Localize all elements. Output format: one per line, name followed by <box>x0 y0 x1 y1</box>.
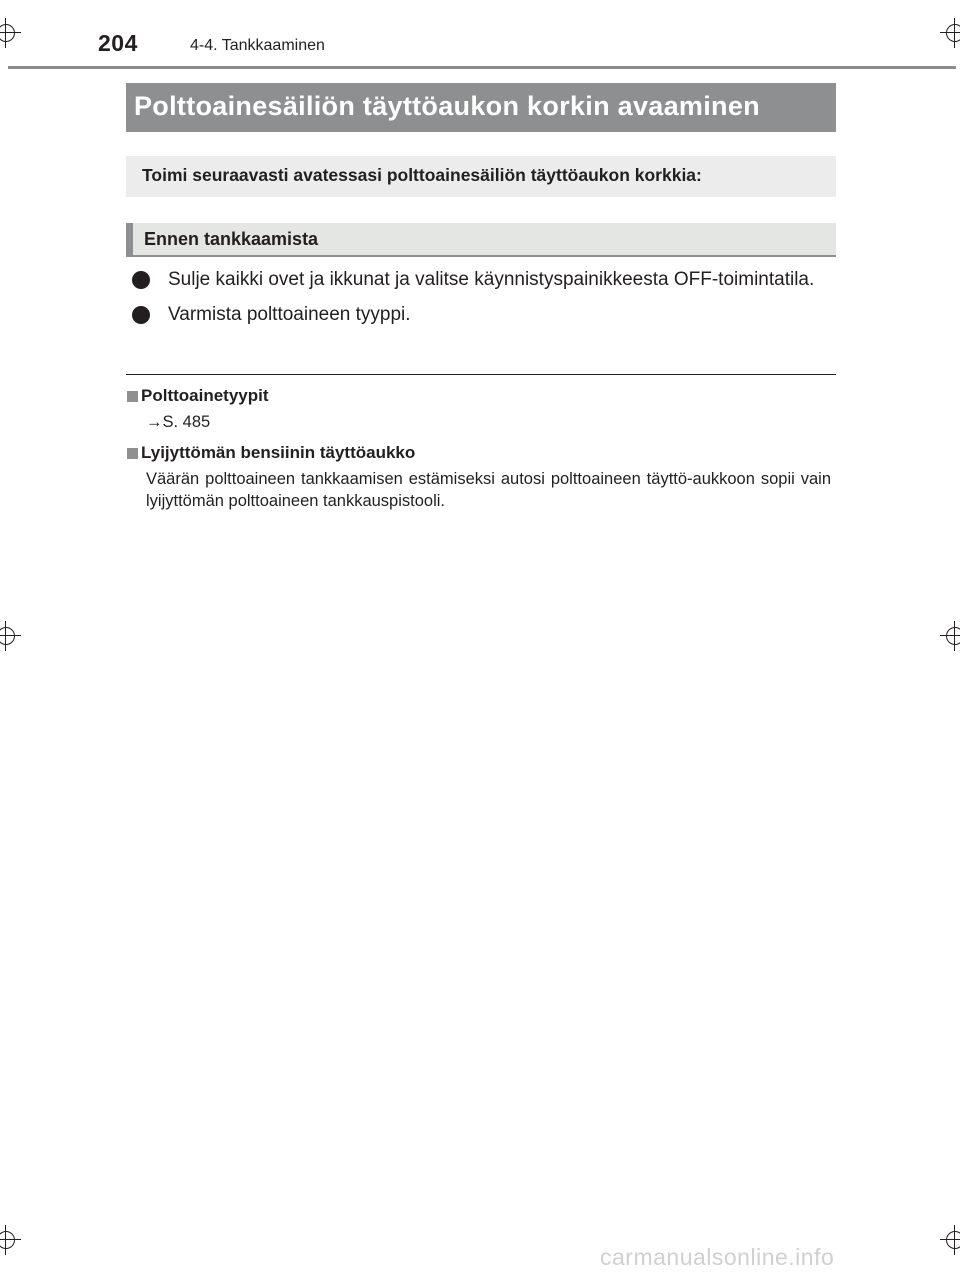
watermark: carmanualsonline.info <box>600 1244 835 1270</box>
note-body: Väärän polttoaineen tankkaamisen estämiseksi autosi polttoaineen täyttö-aukkoon sopii vain lyijyttömän polttoaineen tankkauspistooli. <box>146 470 831 510</box>
list-item-text: Varmista polttoaineen tyyppi. <box>168 304 411 325</box>
header-divider <box>8 66 956 69</box>
section-subheading: Ennen tankkaamista <box>126 223 836 257</box>
note-filler-opening <box>126 442 831 512</box>
list-item <box>130 265 830 295</box>
section-reference: 4-4. Tankkaaminen <box>190 37 325 54</box>
note-heading: Lyijyttömän bensiinin täyttöaukko <box>126 442 831 464</box>
bullet-dot-icon <box>132 306 150 324</box>
registration-mark-icon <box>940 621 960 651</box>
notes-divider <box>126 374 836 375</box>
page-title: Polttoainesäiliön täyttöaukon korkin avaaminen <box>126 83 836 132</box>
intro-box: Toimi seuraavasti avatessasi polttoainesäiliön täyttöaukon korkkia: <box>126 156 836 197</box>
registration-mark-icon <box>0 18 21 48</box>
registration-mark-icon <box>0 621 21 651</box>
registration-mark-icon <box>940 18 960 48</box>
note-fuel-types <box>126 385 831 433</box>
list-item <box>130 300 830 330</box>
page-number: 204 <box>98 30 138 56</box>
bullet-dot-icon <box>132 271 150 289</box>
square-bullet-icon <box>127 448 138 459</box>
registration-mark-icon <box>940 1225 960 1255</box>
list-item-text: Sulje kaikki ovet ja ikkunat ja valitse käynnistyspainikkeesta OFF-toimintatila. <box>168 269 815 290</box>
note-body: →S. 485 <box>146 413 211 431</box>
note-heading: Polttoainetyypit <box>126 385 831 407</box>
registration-mark-icon <box>0 1225 21 1255</box>
square-bullet-icon <box>127 391 138 402</box>
bullet-list <box>130 265 830 335</box>
